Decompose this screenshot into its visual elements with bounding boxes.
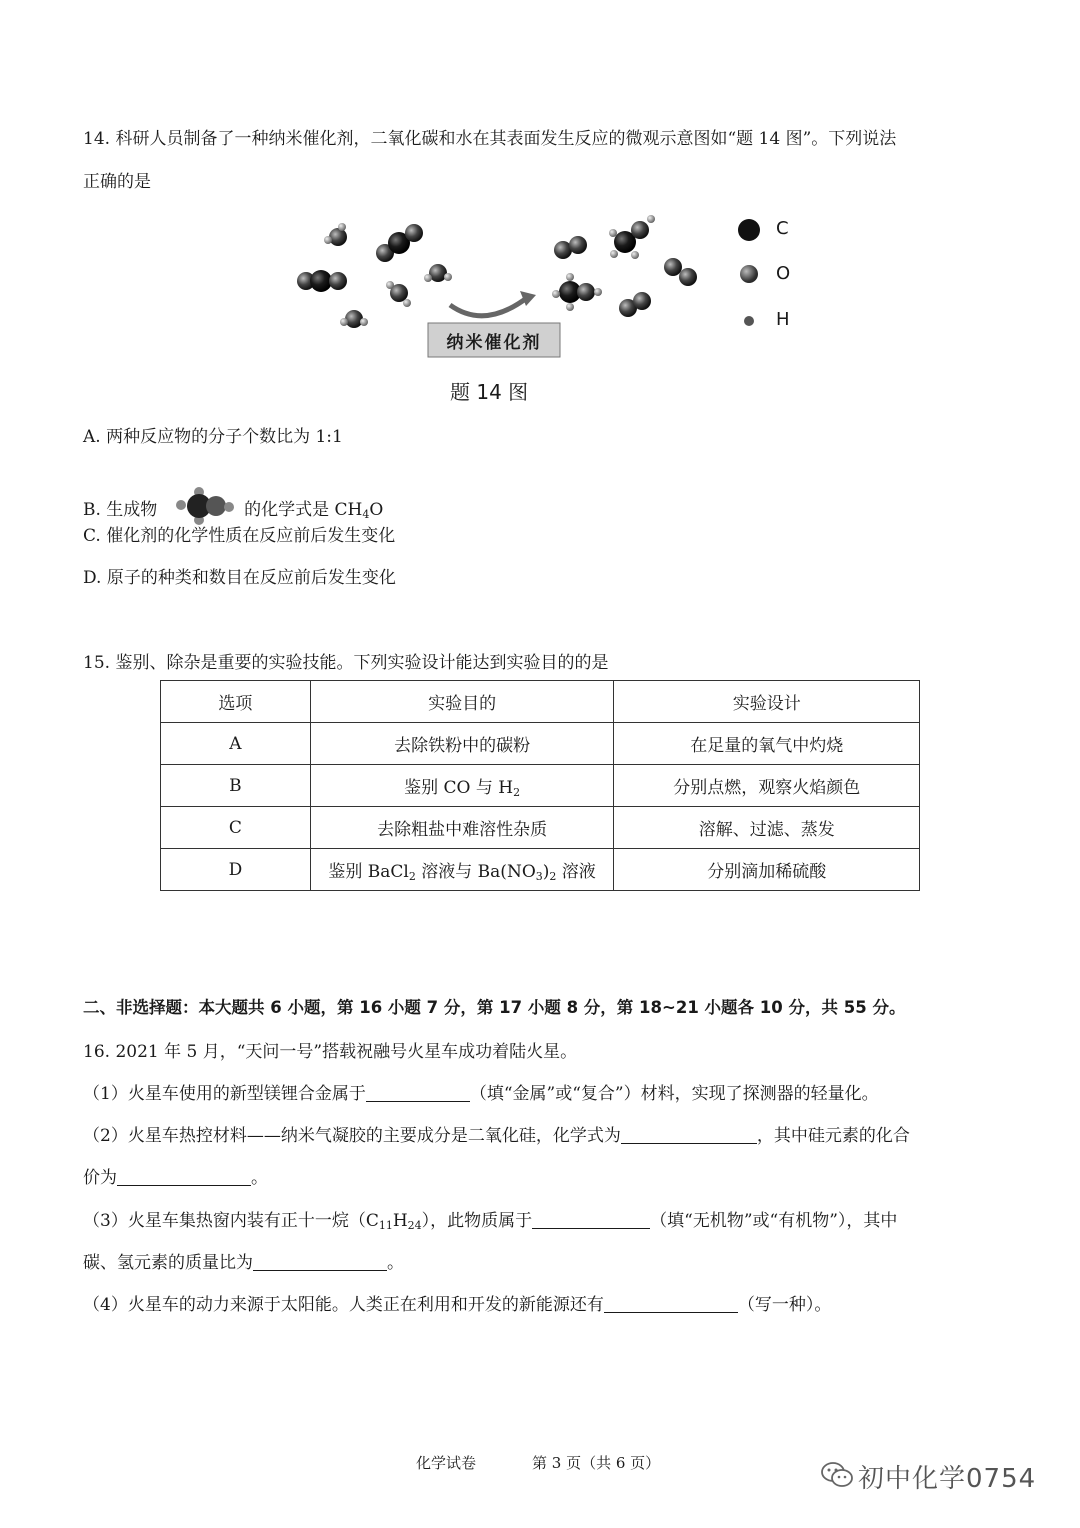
q16-stem: 16. 2021 年 5 月，“天问一号”搭载祝融号火星车成功着陆火星。: [83, 1042, 578, 1062]
q15-table: [160, 680, 920, 891]
answer-blank[interactable]: [253, 1252, 387, 1271]
row-design: 分别点燃，观察火焰颜色: [614, 765, 920, 807]
row-design: 溶解、过滤、蒸发: [614, 807, 920, 849]
table-row: [161, 807, 920, 849]
q14-option-c: C. 催化剂的化学性质在反应前后发生变化: [83, 526, 396, 546]
row-design: 分别滴加稀硫酸: [614, 849, 920, 891]
table-row: [161, 765, 920, 807]
row-purpose: 鉴别 BaCl$_2$ 溶液与 $Ba(NO_3)_2$ 溶液: [310, 849, 614, 891]
table-header-row: [161, 681, 920, 723]
footer-subject: 化学试卷: [416, 1454, 477, 1472]
q16-part4: （4）火星车的动力来源于太阳能。人类正在利用和开发的新能源还有 （写一种）。: [83, 1295, 832, 1315]
row-purpose: 去除粗盐中难溶性杂质: [310, 807, 614, 849]
q16-part2-line2: 价为 。: [83, 1168, 268, 1188]
table-row: [161, 849, 920, 891]
figure-caption: 题 14 图: [450, 380, 529, 404]
table-row: [161, 723, 920, 765]
option-b-suffix: 的化学式是 CH: [244, 500, 363, 520]
o2-molecule: [664, 258, 697, 286]
q16-part3-line2: 碳、氢元素的质量比为 。: [83, 1253, 404, 1273]
ch4o-molecule: [609, 215, 655, 259]
row-design: 在足量的氧气中灼烧: [614, 723, 920, 765]
wechat-icon: [820, 1460, 854, 1490]
water-molecule: [324, 223, 347, 246]
section2-heading: 二、非选择题：本大题共 6 小题，第 16 小题 7 分，第 17 小题 8 分，第 18~21 小题各 10 分，共 55 分。: [83, 998, 906, 1017]
header-option: 选项: [161, 681, 311, 723]
watermark-text: 初中化学0754: [858, 1464, 1037, 1494]
carbon-atom-icon: [738, 219, 760, 241]
water-molecule: [340, 310, 368, 328]
water-molecule: [386, 281, 411, 307]
option-b-sub: 4: [362, 508, 370, 521]
answer-blank[interactable]: [604, 1294, 738, 1313]
arrow-icon: [450, 297, 528, 316]
answer-blank[interactable]: [532, 1210, 650, 1229]
row-option: A: [161, 723, 311, 765]
q14-option-d: D. 原子的种类和数目在反应前后发生变化: [83, 568, 396, 588]
row-option: C: [161, 807, 311, 849]
footer-page: 第 3 页（共 6 页）: [532, 1454, 661, 1472]
o2-molecule: [619, 292, 651, 317]
catalyst-label: 纳米催化剂: [446, 333, 542, 353]
header-purpose: 实验目的: [310, 681, 614, 723]
q15-stem: 15. 鉴别、除杂是重要的实验技能。下列实验设计能达到实验目的的是: [83, 653, 609, 673]
o2-molecule: [554, 236, 587, 259]
q16-part1: （1）火星车使用的新型镁锂合金属于 （填“金属”或“复合”）材料，实现了探测器的轻量化。: [83, 1084, 879, 1104]
legend-oxygen-label: O: [776, 263, 791, 284]
q16-part2: （2）火星车热控材料——纳米气凝胶的主要成分是二氧化硅，化学式为 ，其中硅元素的化合: [83, 1126, 910, 1146]
legend-hydrogen-label: H: [776, 309, 790, 330]
answer-blank[interactable]: [621, 1125, 757, 1144]
ch4o-molecule: [552, 273, 602, 311]
q14-stem-line1: 14. 科研人员制备了一种纳米催化剂，二氧化碳和水在其表面发生反应的微观示意图如“题 14 图”。下列说法: [83, 129, 897, 149]
option-b-suffix-end: O: [369, 500, 384, 520]
co2-molecule: [376, 224, 423, 262]
answer-blank[interactable]: [117, 1167, 251, 1186]
q14-option-a: A. 两种反应物的分子个数比为 1:1: [83, 427, 343, 447]
legend-carbon-label: C: [776, 218, 789, 239]
header-design: 实验设计: [614, 681, 920, 723]
oxygen-atom-icon: [740, 265, 758, 283]
row-purpose: 鉴别 CO 与 $H_2$: [310, 765, 614, 807]
row-option: D: [161, 849, 311, 891]
water-molecule: [424, 264, 452, 282]
q16-part3: （3）火星车集热窗内装有正十一烷$(C_{11}H_{24})$，此物质属于 （填“无机物”或“有机物”），其中: [83, 1211, 898, 1232]
co2-molecule: [297, 270, 347, 292]
answer-blank[interactable]: [366, 1083, 470, 1102]
option-b-prefix: B. 生成物: [83, 500, 158, 520]
row-purpose: 去除铁粉中的碳粉: [310, 723, 614, 765]
hydrogen-atom-icon: [744, 316, 754, 326]
q14-stem-line2: 正确的是: [83, 172, 151, 192]
row-option: B: [161, 765, 311, 807]
